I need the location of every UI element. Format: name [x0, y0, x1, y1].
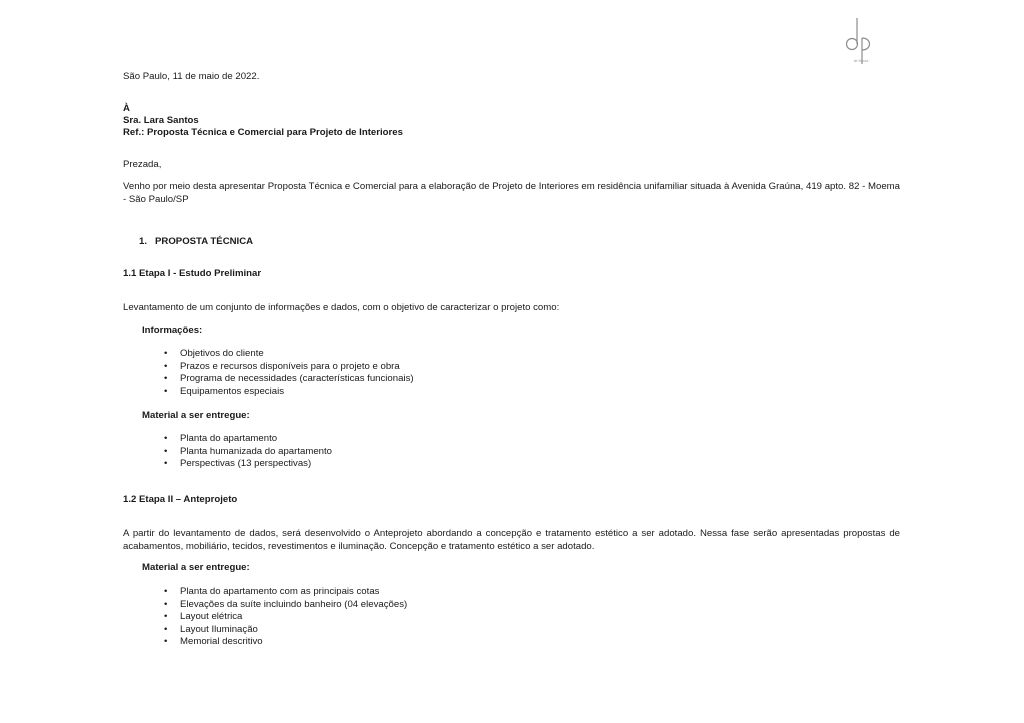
list-item: • Planta do apartamento	[164, 433, 332, 446]
list-item: • Perspectivas (13 perspectivas)	[164, 458, 332, 471]
etapa2-description: A partir do levantamento de dados, será desenvolvido o Anteprojeto abordando a concepção e tratamento estético a ser adotado. Nessa fase serão apresentadas propostas de acabamentos, mobiliário, tecidos, revestimentos e iluminação. Concepção e tratamento estético a ser adotado.	[123, 528, 900, 552]
date-line: São Paulo, 11 de maio de 2022.	[123, 71, 260, 82]
list-item: • Equipamentos especiais	[164, 386, 414, 399]
recipient-prefix: À	[123, 103, 130, 114]
list-item: • Elevações da suíte incluindo banheiro (04 elevações)	[164, 599, 407, 612]
list-item: • Programa de necessidades (características funcionais)	[164, 373, 414, 386]
list-item: • Planta humanizada do apartamento	[164, 446, 332, 459]
recipient-name: Sra. Lara Santos	[123, 115, 199, 126]
section-title: PROPOSTA TÉCNICA	[155, 236, 254, 247]
intro-paragraph: Venho por meio desta apresentar Proposta Técnica e Comercial para a elaboração de Projeto de Interiores em residência unifamiliar situada à Avenida Graúna, 419 apto. 82 - Moema - São Paulo/SP	[123, 181, 900, 205]
list-item: • Objetivos do cliente	[164, 348, 414, 361]
etapa1-description: Levantamento de um conjunto de informações e dados, com o objetivo de caracterizar o projeto como:	[123, 302, 560, 313]
greeting: Prezada,	[123, 159, 162, 170]
section-number: 1.	[139, 236, 148, 247]
list-item: • Memorial descritivo	[164, 636, 407, 649]
etapa2-title: 1.2 Etapa II – Anteprojeto	[123, 494, 238, 505]
etapa1-material-list	[164, 433, 332, 471]
etapa1-material-heading: Material a ser entregue:	[142, 410, 250, 421]
list-item: • Planta do apartamento com as principais cotas	[164, 586, 407, 599]
etapa1-info-heading: Informações:	[142, 325, 203, 336]
logo-caption: de Moura	[853, 59, 869, 63]
etapa1-info-list	[164, 348, 414, 398]
etapa2-material-heading: Material a ser entregue:	[142, 562, 250, 573]
etapa1-title: 1.1 Etapa I - Estudo Preliminar	[123, 268, 262, 279]
etapa2-material-list	[164, 586, 407, 649]
list-item: • Prazos e recursos disponíveis para o projeto e obra	[164, 361, 414, 374]
reference-line: Ref.: Proposta Técnica e Comercial para Projeto de Interiores	[123, 127, 403, 138]
list-item: • Layout elétrica	[164, 611, 407, 624]
list-item: • Layout Iluminação	[164, 624, 407, 637]
